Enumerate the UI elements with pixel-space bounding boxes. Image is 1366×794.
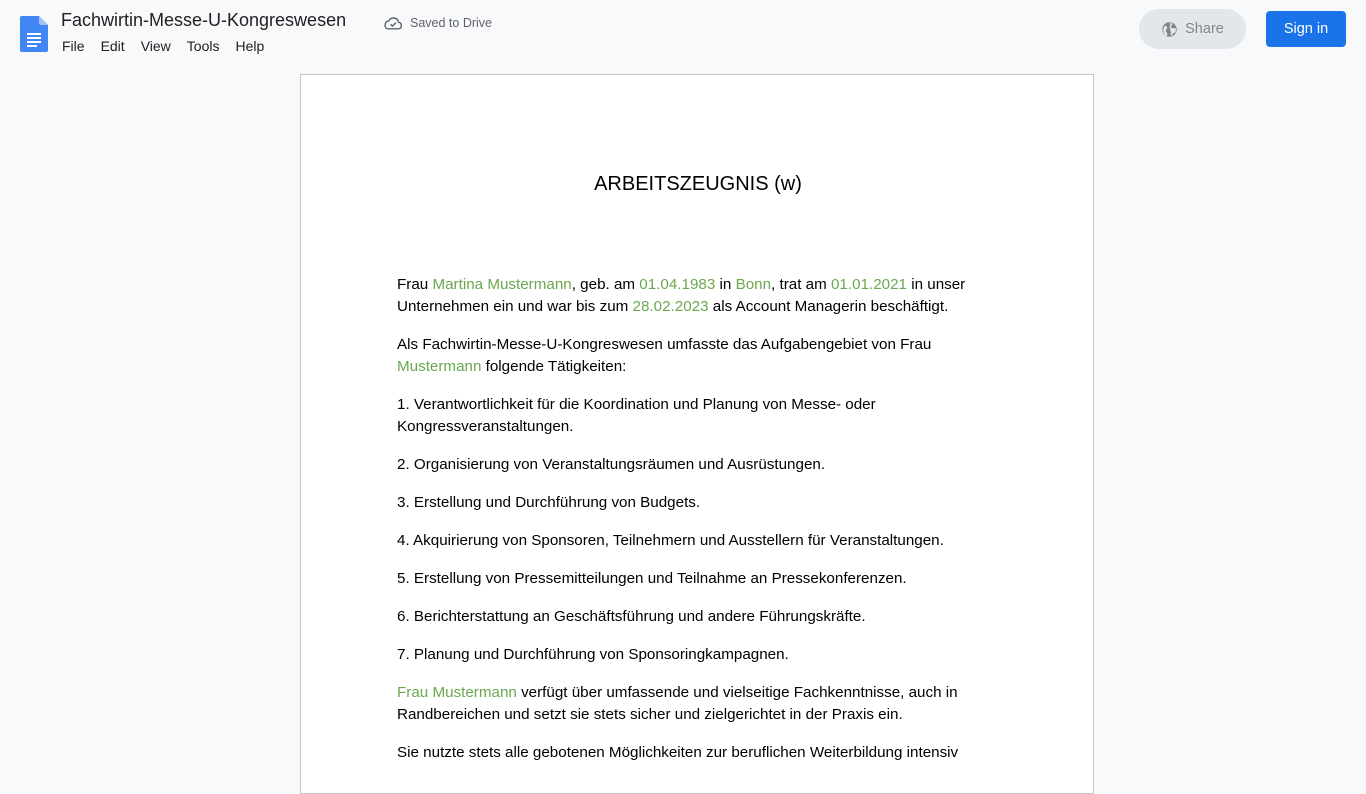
sign-in-button[interactable]: Sign in (1266, 11, 1346, 47)
employee-name: Martina Mustermann (432, 276, 572, 293)
menu-edit[interactable]: Edit (100, 38, 125, 54)
menu-view[interactable]: View (140, 38, 171, 54)
task-item: 3. Erstellung und Durchführung von Budgets. (397, 494, 701, 511)
birth-city: Bonn (735, 276, 772, 293)
document-heading: ARBEITSZEUGNIS (w) (594, 173, 802, 195)
document-body (397, 274, 999, 780)
task-item: 6. Berichterstattung an Geschäftsführung und andere Führungskräfte. (397, 608, 866, 625)
document-page[interactable] (300, 74, 1094, 794)
paragraph-intro: Frau Martina Mustermann, geb. am 01.04.1983 in Bonn, trat am 01.01.2021 in unser Unternehmen ein und war bis zum 28.02.2023 als Account Managerin beschäftigt. (397, 276, 966, 315)
employee-name-ref: Frau Mustermann (397, 684, 517, 701)
save-status[interactable] (383, 14, 492, 32)
task-item: 4. Akquirierung von Sponsoren, Teilnehmern und Ausstellern für Veranstaltungen. (397, 532, 944, 549)
globe-icon (1161, 21, 1178, 38)
menu-help[interactable]: Help (235, 38, 265, 54)
cloud-done-icon (383, 14, 403, 32)
top-bar (0, 0, 1366, 64)
document-title[interactable]: Fachwirtin-Messe-U-Kongreswesen (61, 10, 347, 30)
save-status-label: Saved to Drive (410, 16, 492, 30)
birth-date: 01.04.1983 (639, 276, 716, 293)
end-date: 28.02.2023 (632, 298, 709, 315)
share-button[interactable] (1139, 9, 1246, 49)
google-docs-icon[interactable] (20, 16, 48, 52)
menu-bar (54, 36, 272, 56)
task-item: 2. Organisierung von Veranstaltungsräumen und Ausrüstungen. (397, 456, 826, 473)
menu-file[interactable]: File (62, 38, 85, 54)
task-item: 1. Verantwortlichkeit für die Koordination und Planung von Messe- oder Kongressveranstaltungen. (397, 396, 876, 435)
task-item: 7. Planung und Durchführung von Sponsoringkampagnen. (397, 646, 789, 663)
start-date: 01.01.2021 (830, 276, 907, 293)
paragraph-tasks-intro: Als Fachwirtin-Messe-U-Kongreswesen umfasste das Aufgabengebiet von Frau Mustermann folgende Tätigkeiten: (397, 336, 932, 375)
share-button-label: Share (1185, 21, 1224, 37)
paragraph-training: Sie nutzte stets alle gebotenen Möglichkeiten zur beruflichen Weiterbildung intensiv (397, 744, 959, 761)
task-item: 5. Erstellung von Pressemitteilungen und Teilnahme an Pressekonferenzen. (397, 570, 907, 587)
paragraph-skills: Frau Mustermann verfügt über umfassende und vielseitige Fachkenntnisse, auch in Randbereichen und setzt sie stets sicher und zielgerichtet in der Praxis ein. (397, 684, 958, 723)
menu-tools[interactable]: Tools (186, 38, 220, 54)
employee-surname: Mustermann (397, 358, 482, 375)
